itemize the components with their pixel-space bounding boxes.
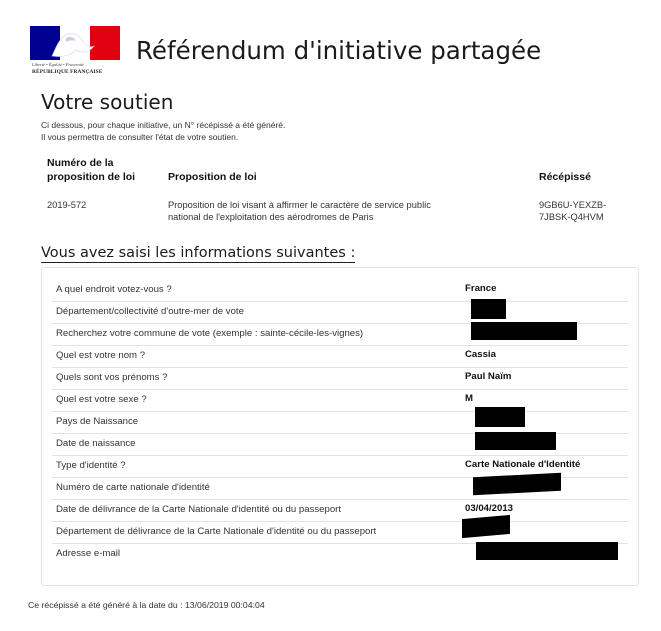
site-title: Référendum d'initiative partagée	[136, 36, 542, 65]
info-row-name	[52, 345, 628, 368]
header-proposal: Proposition de loi	[168, 171, 257, 183]
redaction-bar	[471, 322, 577, 340]
info-row-firstnames	[52, 367, 628, 390]
cell-proposal	[168, 199, 431, 223]
info-row-issue-department	[52, 521, 628, 544]
info-row-sex	[52, 389, 628, 412]
cell-proposal-line: national de l'exploitation des aérodromes de Paris	[168, 212, 374, 222]
redaction-bar	[462, 515, 510, 538]
info-label: Département/collectivité d'outre-mer de vote	[56, 306, 244, 317]
info-row-location	[52, 279, 628, 302]
info-label: Pays de Naissance	[56, 416, 139, 427]
intro-line: Ci dessous, pour chaque initiative, un N° récépissé a été généré.	[41, 120, 286, 130]
info-label: Quels sont vos prénoms ?	[56, 372, 168, 383]
redaction-bar	[475, 432, 556, 450]
intro-line: Il vous permettra de consulter l'état de votre soutien.	[41, 132, 239, 142]
info-value: Carte Nationale d'Identité	[465, 459, 581, 470]
header-number-line: proposition de loi	[47, 171, 136, 183]
cell-proposal-line: Proposition de loi visant à affirmer le caractère de service public	[168, 200, 431, 210]
page-title: Votre soutien	[41, 90, 174, 114]
info-row-birth-country	[52, 411, 628, 434]
info-row-birth-date	[52, 433, 628, 456]
info-row-id-number	[52, 477, 628, 500]
republic-name: RÉPUBLIQUE FRANÇAISE	[32, 69, 103, 75]
info-label: Type d'identité ?	[56, 460, 126, 471]
republic-motto: Liberté • Égalité • Fraternité	[32, 62, 85, 67]
redaction-bar	[476, 542, 618, 560]
header-number	[47, 156, 135, 184]
info-row-issue-date	[52, 499, 628, 522]
info-row-department	[52, 301, 628, 324]
redaction-bar	[473, 473, 561, 496]
info-label: Adresse e-mail	[56, 548, 120, 559]
marianne-logo	[30, 26, 120, 78]
receipt-timestamp: Ce récépissé a été généré à la date du : 13/06/2019 00:04:04	[28, 600, 265, 610]
info-label: Département de délivrance de la Carte Nationale d'identité ou du passeport	[56, 526, 377, 537]
info-label: Date de naissance	[56, 438, 136, 449]
info-label: Quel est votre nom ?	[56, 350, 146, 361]
info-value: France	[465, 283, 497, 294]
info-value: Cassia	[465, 349, 496, 360]
cell-number: 2019-572	[47, 200, 87, 210]
info-label: Recherchez votre commune de vote (exemple : sainte-cécile-les-vignes)	[56, 328, 364, 339]
info-value: Paul Naïm	[465, 371, 512, 382]
info-row-commune	[52, 323, 628, 346]
info-label: Numéro de carte nationale d'identité	[56, 482, 210, 493]
info-section-title: Vous avez saisi les informations suivantes :	[41, 245, 356, 261]
info-label: Date de délivrance de la Carte Nationale d'identité ou du passeport	[56, 504, 342, 515]
cell-receipt	[539, 199, 606, 223]
info-value: 03/04/2013	[465, 503, 514, 514]
info-row-email	[52, 543, 628, 565]
info-panel	[41, 267, 639, 586]
header-receipt: Récépissé	[539, 171, 591, 183]
redaction-bar	[471, 299, 506, 319]
tricolor-flag-icon	[30, 26, 120, 60]
cell-receipt-line: 9GB6U-YEXZB-	[539, 200, 607, 210]
redaction-bar	[475, 407, 525, 427]
info-label: Quel est votre sexe ?	[56, 394, 147, 405]
cell-receipt-line: 7JBSK-Q4HVM	[539, 212, 604, 222]
info-label: A quel endroit votez-vous ?	[56, 284, 172, 295]
intro-text	[41, 119, 285, 143]
info-value: M	[465, 393, 473, 404]
header-number-line: Numéro de la	[47, 157, 114, 169]
